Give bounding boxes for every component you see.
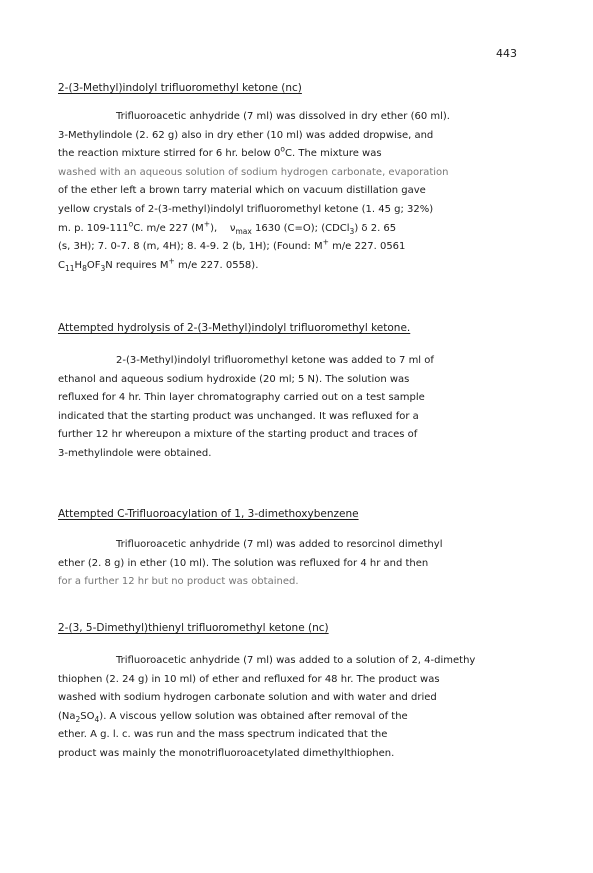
text-line: Trifluoroacetic anhydride (7 ml) was dissolved in dry ether (60 ml). bbox=[116, 111, 450, 122]
section-heading-methylindolyl-ketone: 2-(3-Methyl)indolyl trifluoromethyl ketone (nc) bbox=[58, 82, 302, 94]
text-line: Trifluoroacetic anhydride (7 ml) was added to a solution of 2, 4-dimethy bbox=[116, 655, 476, 666]
text-line: washed with sodium hydrogen carbonate solution and with water and dried bbox=[58, 692, 437, 704]
text-line: washed with an aqueous solution of sodium hydrogen carbonate, evaporation bbox=[58, 166, 449, 178]
text-line: refluxed for 4 hr. Thin layer chromatography carried out on a test sample bbox=[58, 392, 425, 404]
section-heading-attempted-trifluoroacylation: Attempted C-Trifluoroacylation of 1, 3-dimethoxybenzene bbox=[58, 508, 359, 520]
section-heading-dimethylthienyl-ketone: 2-(3, 5-Dimethyl)thienyl trifluoromethyl ketone (nc) bbox=[58, 622, 329, 634]
text-line: for a further 12 hr but no product was obtained. bbox=[58, 576, 299, 588]
paragraph-attempted-trifluoroacylation bbox=[58, 536, 538, 592]
text-line: m. p. 109-111$^o$C. m/e 227 (M+), $\nu_{max}$ 1630 (C=O); (CDCl$_3$) δ 2. 65 bbox=[58, 219, 397, 236]
page-number: 443 bbox=[496, 47, 517, 60]
text-line: the reaction mixture stirred for 6 hr. below 0$^o$C. The mixture was bbox=[58, 144, 382, 160]
section-heading-attempted-hydrolysis: Attempted hydrolysis of 2-(3-Methyl)indolyl trifluoromethyl ketone. bbox=[58, 322, 411, 334]
text-line: product was mainly the monotrifluoroacetylated dimethylthiophen. bbox=[58, 747, 395, 759]
text-line: Trifluoroacetic anhydride (7 ml) was added to resorcinol dimethyl bbox=[116, 539, 443, 550]
text-line: 3-Methylindole (2. 62 g) also in dry ether (10 ml) was added dropwise, and bbox=[58, 129, 434, 141]
text-line: ethanol and aqueous sodium hydroxide (20 ml; 5 N). The solution was bbox=[58, 373, 410, 385]
text-line: (s, 3H); 7. 0-7. 8 (m, 4H); 8. 4-9. 2 (b, 1H); (Found: M+ m/e 227. 0561 bbox=[58, 237, 406, 253]
text-line: of the ether left a brown tarry material which on vacuum distillation gave bbox=[58, 185, 426, 197]
paragraph-methylindolyl-ketone-prep bbox=[58, 108, 538, 275]
text-line: further 12 hr whereupon a mixture of the starting product and traces of bbox=[58, 429, 418, 441]
text-line: 2-(3-Methyl)indolyl trifluoromethyl ketone was added to 7 ml of bbox=[116, 355, 434, 366]
text-line: $C_{11}H_8OF_3N$ requires M+ m/e 227. 0558). bbox=[58, 256, 259, 273]
text-line: ether. A g. l. c. was run and the mass spectrum indicated that the bbox=[58, 729, 388, 741]
text-line: ether (2. 8 g) in ether (10 ml). The solution was refluxed for 4 hr and then bbox=[58, 557, 429, 569]
paragraph-attempted-hydrolysis bbox=[58, 352, 538, 464]
text-line: yellow crystals of 2-(3-methyl)indolyl trifluoromethyl ketone (1. 45 g; 32%) bbox=[58, 203, 434, 215]
text-line: indicated that the starting product was unchanged. It was refluxed for a bbox=[58, 410, 419, 422]
nu-symbol: ν bbox=[229, 222, 236, 234]
text-line: $(Na_2SO_4)$. A viscous yellow solution was obtained after removal of the bbox=[58, 710, 408, 724]
text-line: 3-methylindole were obtained. bbox=[58, 447, 212, 459]
paragraph-dimethylthienyl-ketone-prep bbox=[58, 652, 538, 764]
text-line: thiophen (2. 24 g) in 10 ml) of ether and refluxed for 48 hr. The product was bbox=[58, 673, 440, 685]
